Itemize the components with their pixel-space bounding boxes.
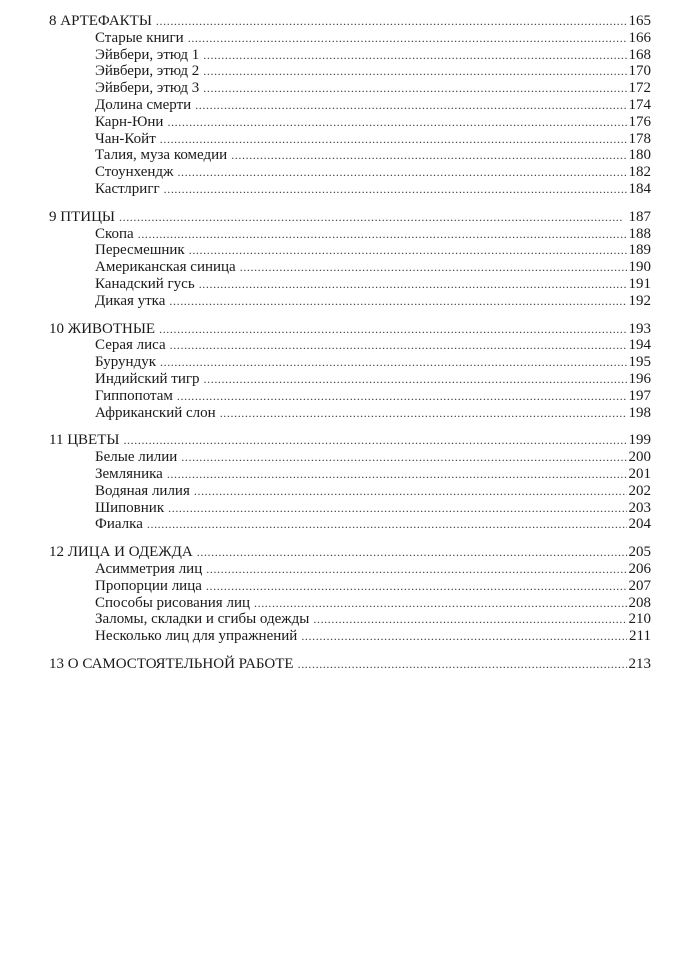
page-number: 166 — [628, 29, 651, 46]
chapter-title: 9 ПТИЦЫ — [49, 208, 115, 225]
dot-leader — [203, 47, 626, 64]
toc-entry[interactable] — [49, 578, 651, 595]
page-number: 203 — [628, 499, 651, 516]
chapter-title: 12 ЛИЦА И ОДЕЖДА — [49, 544, 193, 561]
toc-entry[interactable] — [49, 516, 651, 533]
dot-leader — [119, 209, 627, 226]
entry-title: Бурундук — [95, 354, 156, 371]
page-number: 172 — [628, 80, 651, 97]
toc-chapter-entry[interactable] — [49, 656, 651, 673]
entry-title: Стоунхендж — [95, 164, 174, 181]
chapter-title: 13 О САМОСТОЯТЕЛЬНОЙ РАБОТЕ — [49, 655, 294, 672]
dot-leader — [298, 656, 627, 673]
entry-title: Карн-Юни — [95, 113, 164, 130]
page-number: 165 — [628, 13, 651, 29]
dot-leader — [181, 449, 626, 466]
dot-leader — [206, 561, 626, 578]
dot-leader — [203, 80, 626, 97]
toc-entry[interactable] — [49, 276, 651, 293]
entry-title: Долина смерти — [95, 96, 192, 113]
dot-leader — [164, 181, 627, 198]
toc-entry[interactable] — [49, 500, 651, 517]
dot-leader — [156, 13, 627, 30]
dot-leader — [204, 371, 627, 388]
entry-title: Чан-Койт — [95, 130, 156, 147]
entry-title: Дикая утка — [95, 292, 166, 309]
chapter-spacer — [49, 645, 651, 656]
chapter-title: 10 ЖИВОТНЫЕ — [49, 320, 156, 337]
toc-entry[interactable] — [49, 449, 651, 466]
entry-title: Старые книги — [95, 29, 184, 46]
dot-leader — [168, 500, 626, 517]
toc-entry[interactable] — [49, 293, 651, 310]
toc-entry[interactable] — [49, 47, 651, 64]
page-number: 189 — [628, 242, 651, 259]
page-number: 182 — [628, 164, 651, 181]
toc-entry[interactable] — [49, 164, 651, 181]
chapter-spacer — [49, 421, 651, 432]
dot-leader — [231, 147, 626, 164]
toc-chapter-entry[interactable] — [49, 13, 651, 30]
chapter-title: 8 АРТЕФАКТЫ — [49, 13, 152, 29]
entry-title: Фиалка — [95, 516, 143, 533]
page-number: 197 — [628, 387, 651, 404]
toc-entry[interactable] — [49, 30, 651, 47]
entry-title: Эйвбери, этюд 1 — [95, 46, 200, 63]
toc-entry[interactable] — [49, 483, 651, 500]
toc-entry[interactable] — [49, 181, 651, 198]
dot-leader — [189, 242, 627, 259]
toc-entry[interactable] — [49, 405, 651, 422]
page-number: 205 — [628, 544, 651, 561]
toc-entry[interactable] — [49, 63, 651, 80]
page-number: 199 — [628, 432, 651, 449]
page-number: 196 — [628, 370, 651, 387]
page-number: 210 — [628, 611, 651, 628]
dot-leader — [199, 276, 627, 293]
entry-title: Несколько лиц для упражнений — [95, 628, 298, 645]
toc-entry[interactable] — [49, 337, 651, 354]
page-number: 200 — [628, 449, 651, 466]
dot-leader — [160, 131, 627, 148]
toc-entry[interactable] — [49, 147, 651, 164]
dot-leader — [170, 337, 627, 354]
page-number: 168 — [628, 46, 651, 63]
chapter-spacer — [49, 198, 651, 209]
dot-leader — [206, 578, 627, 595]
toc-entry[interactable] — [49, 259, 651, 276]
entry-title: Эйвбери, этюд 2 — [95, 63, 200, 80]
page-number: 213 — [628, 655, 651, 672]
dot-leader — [197, 544, 627, 561]
toc-entry[interactable] — [49, 371, 651, 388]
page-number: 191 — [628, 275, 651, 292]
page-number: 188 — [628, 225, 651, 242]
entry-title: Талия, муза комедии — [95, 147, 228, 164]
page-number: 174 — [628, 96, 651, 113]
chapter-spacer — [49, 310, 651, 321]
dot-leader — [160, 354, 627, 371]
entry-title: Гиппопотам — [95, 387, 173, 404]
dot-leader — [203, 63, 626, 80]
entry-title: Кастлригг — [95, 180, 160, 197]
entry-title: Способы рисования лиц — [95, 594, 250, 611]
page-number: 180 — [628, 147, 651, 164]
dot-leader — [147, 516, 627, 533]
entry-title: Земляника — [95, 465, 163, 482]
dot-leader — [313, 611, 626, 628]
entry-title: Пересмешник — [95, 242, 185, 259]
page-number: 170 — [628, 63, 651, 80]
toc-entry[interactable] — [49, 114, 651, 131]
dot-leader — [169, 293, 626, 310]
toc-entry[interactable] — [49, 242, 651, 259]
page-number: 207 — [628, 577, 651, 594]
toc-entry[interactable] — [49, 388, 651, 405]
toc-chapter-entry[interactable] — [49, 544, 651, 561]
page-number: 176 — [628, 113, 651, 130]
page-number: 187 — [628, 208, 651, 225]
dot-leader — [138, 226, 627, 243]
page-number: 193 — [628, 320, 651, 337]
page-number: 204 — [628, 516, 651, 533]
page-number: 208 — [628, 594, 651, 611]
page-number: 206 — [628, 560, 651, 577]
page-number: 198 — [628, 404, 651, 421]
page-number: 178 — [628, 130, 651, 147]
dot-leader — [188, 30, 627, 47]
dot-leader — [220, 405, 627, 422]
entry-title: Африканский слон — [95, 404, 216, 421]
dot-leader — [301, 628, 627, 645]
toc-entry[interactable] — [49, 80, 651, 97]
page-number: 211 — [629, 628, 651, 645]
page-number: 195 — [628, 354, 651, 371]
chapter-title: 11 ЦВЕТЫ — [49, 432, 120, 449]
dot-leader — [177, 164, 626, 181]
toc-entry[interactable] — [49, 628, 651, 645]
entry-title: Водяная лилия — [95, 482, 190, 499]
toc-entry[interactable] — [49, 611, 651, 628]
entry-title: Асимметрия лиц — [95, 560, 203, 577]
entry-title: Эйвбери, этюд 3 — [95, 80, 200, 97]
dot-leader — [159, 321, 626, 338]
entry-title: Канадский гусь — [95, 275, 195, 292]
entry-title: Пропорции лица — [95, 577, 202, 594]
toc-entry[interactable] — [49, 97, 651, 114]
page-number: 192 — [628, 292, 651, 309]
toc-chapter-entry[interactable] — [49, 321, 651, 338]
page-number: 190 — [628, 259, 651, 276]
toc-entry[interactable] — [49, 226, 651, 243]
page-number: 184 — [628, 180, 651, 197]
toc-entry[interactable] — [49, 354, 651, 371]
page-number: 201 — [628, 465, 651, 482]
chapter-spacer — [49, 533, 651, 544]
dot-leader — [167, 466, 627, 483]
dot-leader — [240, 259, 627, 276]
toc-entry[interactable] — [49, 131, 651, 148]
toc-chapter-entry[interactable] — [49, 432, 651, 449]
toc-entry[interactable] — [49, 466, 651, 483]
entry-title: Заломы, складки и сгибы одежды — [95, 611, 310, 628]
entry-title: Серая лиса — [95, 337, 166, 354]
dot-leader — [195, 97, 626, 114]
table-of-contents — [49, 13, 651, 673]
toc-entry[interactable] — [49, 595, 651, 612]
page-number: 194 — [628, 337, 651, 354]
entry-title: Индийский тигр — [95, 370, 200, 387]
entry-title: Американская синица — [95, 259, 236, 276]
dot-leader — [254, 595, 627, 612]
dot-leader — [194, 483, 627, 500]
page-number: 202 — [628, 482, 651, 499]
entry-title: Скопа — [95, 225, 134, 242]
dot-leader — [167, 114, 626, 131]
toc-chapter-entry[interactable] — [49, 209, 651, 226]
entry-title: Шиповник — [95, 499, 165, 516]
dot-leader — [177, 388, 627, 405]
dot-leader — [123, 432, 626, 449]
entry-title: Белые лилии — [95, 449, 178, 466]
toc-entry[interactable] — [49, 561, 651, 578]
